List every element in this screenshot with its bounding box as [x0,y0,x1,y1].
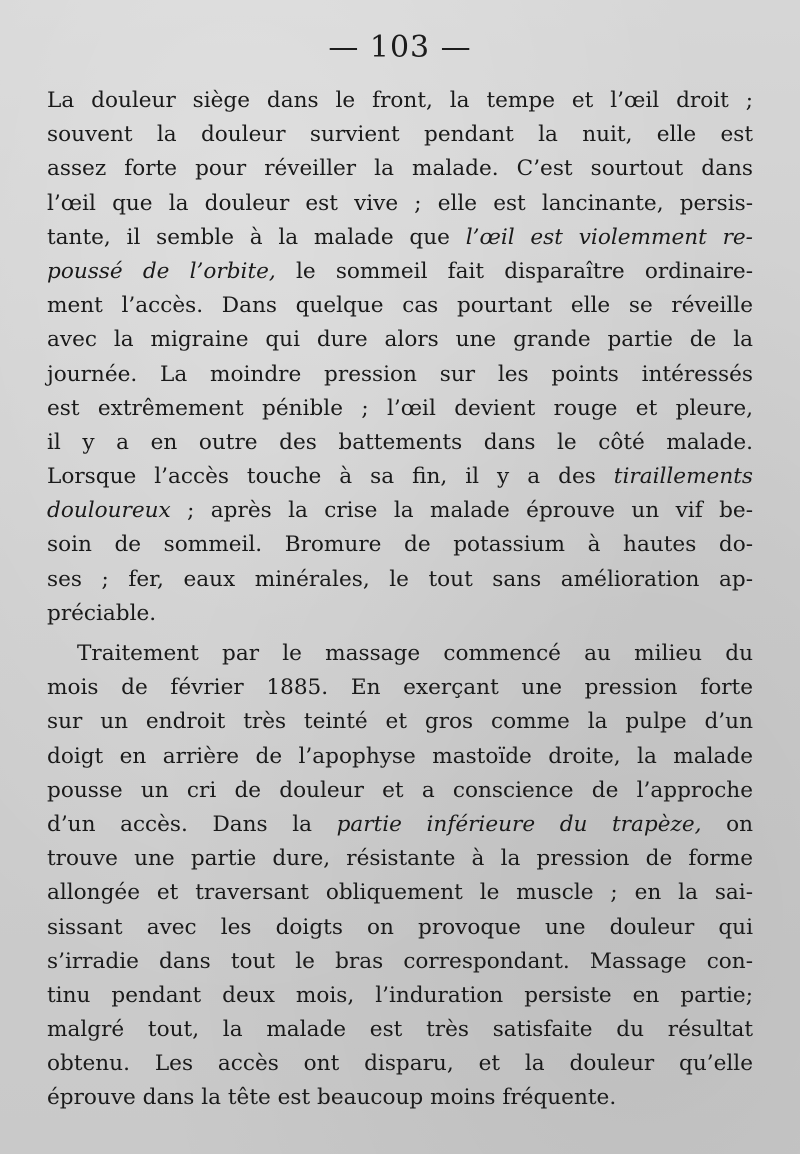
text-run: préciable. [47,600,157,626]
text-line [47,774,753,808]
text-run: est extrêmement pénible ; l’œil devient rouge et pleure, [47,395,753,421]
page-number: — 103 — [328,30,472,65]
text-line [47,563,753,597]
text-run: pousse un cri de douleur et a conscience de l’approche [47,777,753,803]
text-line [47,187,753,221]
text-run: ses ; fer, eaux minérales, le tout sans amélioration ap- [47,566,753,592]
text-line [47,979,753,1013]
text-line [47,808,753,842]
text-run: ; après la crise la malade éprouve un vif be- [170,498,753,524]
text-line [47,152,753,186]
text-line [47,221,753,255]
text-line [47,671,753,705]
text-line [47,289,753,323]
text-line [47,945,753,979]
text-run: trouve une partie dure, résistante à la pression de forme [47,846,753,872]
text-run: avec la migraine qui dure alors une grande partie de la [47,327,753,353]
text-run: tante, il semble à la malade que [47,224,466,250]
text-line [47,84,753,118]
text-run: Traitement par le massage commencé au milieu du [77,641,753,666]
italic-text: douloureux [47,498,171,524]
text-run: allongée et traversant obliquement le muscle ; en la sai- [47,880,753,906]
text-line [47,528,753,562]
text-run: Lorsque l’accès touche à sa fin, il y a des [47,464,614,490]
text-run: éprouve dans la tête est beaucoup moins fréquente. [47,1085,617,1111]
text-run: mois de février 1885. En exerçant une pression forte [47,675,753,701]
text-run: sur un endroit très teinté et gros comme la pulpe d’un [47,709,753,735]
text-run: La douleur siège dans le front, la tempe et l’œil droit ; [47,88,753,113]
text-line [47,911,753,945]
text-run: on [701,811,754,837]
text-line [47,1013,753,1047]
paragraph [47,84,753,631]
text-line [47,392,753,426]
text-line [47,426,753,460]
text-line [47,740,753,774]
text-run: d’un accès. Dans la [47,811,337,837]
text-line [47,118,753,152]
text-run: doigt en arrière de l’apophyse mastoïde droite, la malade [47,743,753,769]
text-run: assez forte pour réveiller la malade. C’est sourtout dans [47,156,753,182]
paragraph [47,637,753,1116]
text-line [47,1047,753,1081]
text-line [47,460,753,494]
text-run: l’œil que la douleur est vive ; elle est lancinante, persis- [47,190,753,216]
text-line [47,323,753,357]
italic-text: l’œil est violemment re- [465,224,753,250]
text-line [47,358,753,392]
text-line [47,255,753,289]
italic-text: partie inférieure du trapèze, [336,811,702,837]
italic-text: poussé de l’orbite, [47,258,276,284]
text-line [47,597,753,631]
italic-text: tiraillements [613,464,753,490]
text-run: soin de sommeil. Bromure de potassium à hautes do- [47,532,753,558]
text-run: le sommeil fait disparaître ordinaire- [275,258,754,284]
body-text [47,84,753,1116]
text-run: obtenu. Les accès ont disparu, et la douleur qu’elle [47,1051,753,1077]
text-line [47,705,753,739]
text-run: malgré tout, la malade est très satisfaite du résultat [47,1017,753,1043]
text-run: journée. La moindre pression sur les points intéressés [47,361,753,387]
text-run: sissant avec les doigts on provoque une douleur qui [47,914,753,940]
text-run: ment l’accès. Dans quelque cas pourtant elle se réveille [47,293,753,319]
text-line [47,1081,753,1115]
text-run: s’irradie dans tout le bras correspondant. Massage con- [47,948,753,974]
text-line [47,494,753,528]
text-line [47,876,753,910]
text-line [47,637,753,671]
text-line [47,842,753,876]
text-run: souvent la douleur survient pendant la nuit, elle est [47,122,753,148]
text-run: tinu pendant deux mois, l’induration persiste en partie; [47,982,753,1008]
text-run: il y a en outre des battements dans le côté malade. [47,429,753,455]
